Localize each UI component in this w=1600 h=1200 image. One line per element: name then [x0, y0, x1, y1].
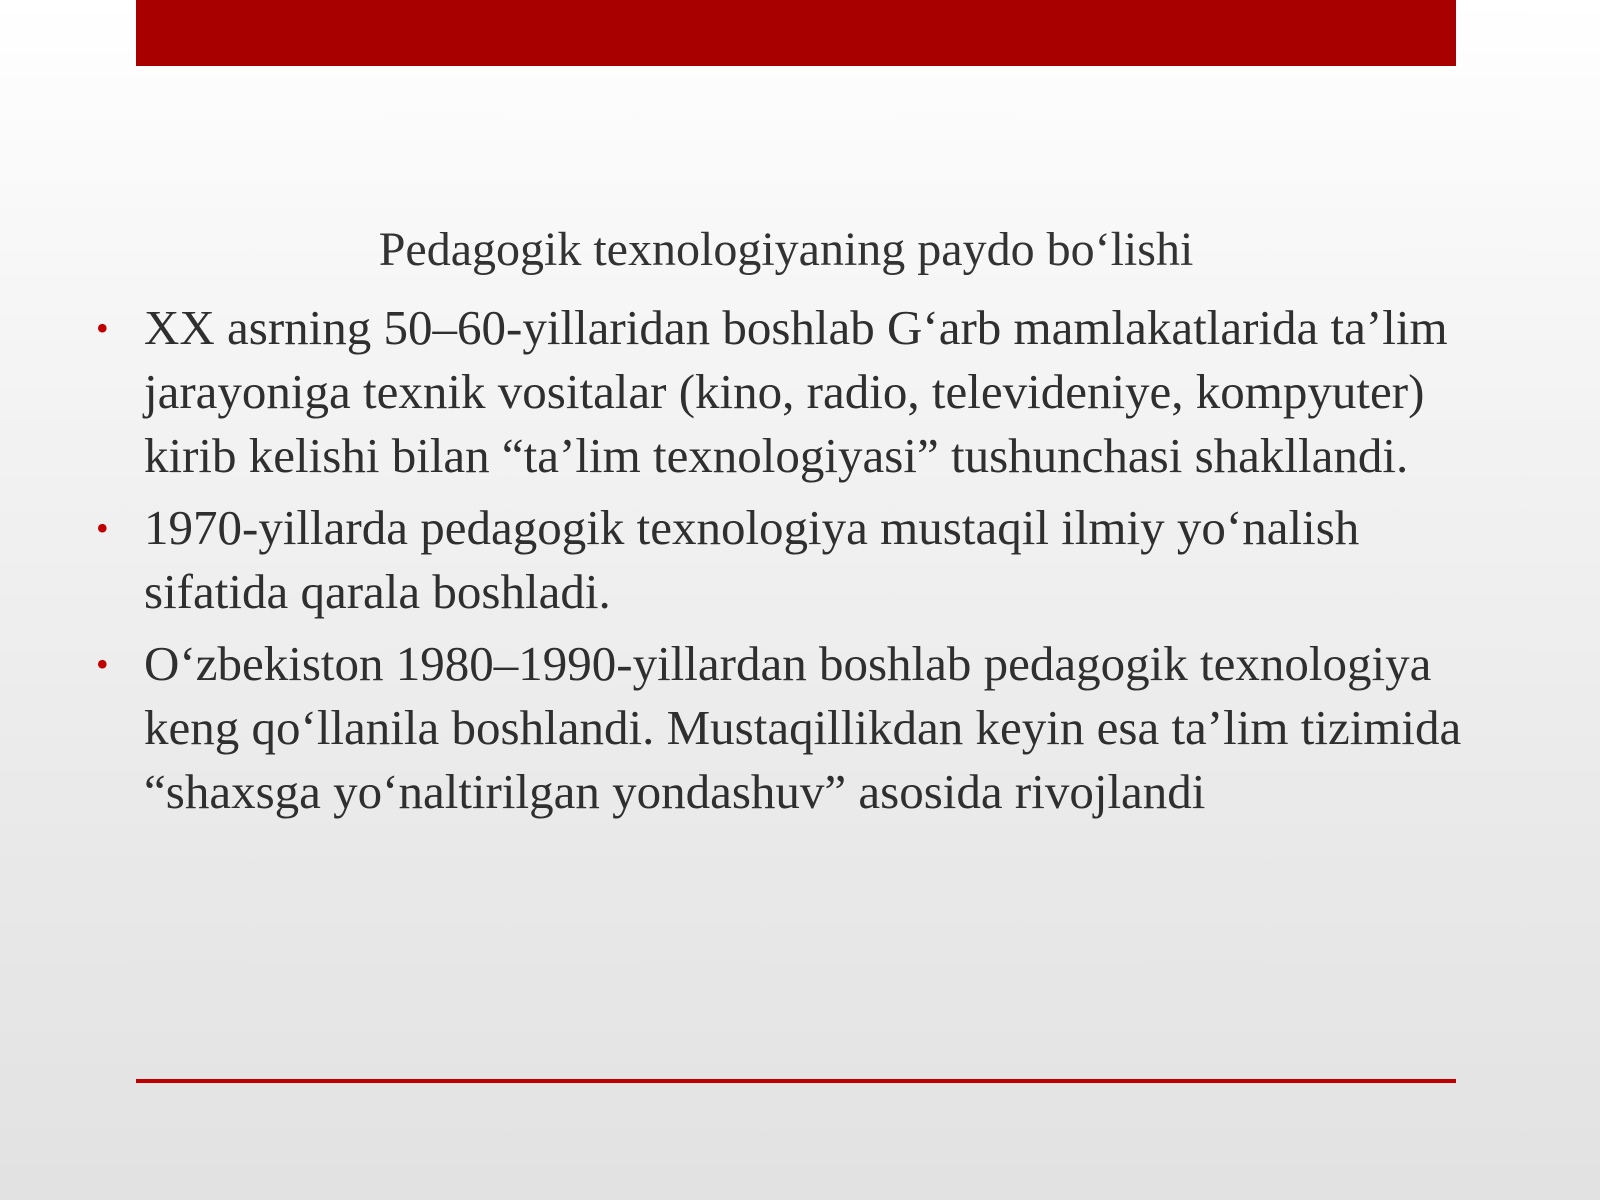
bullet-text: 1970-yillarda pedagogik texnologiya mustaqil ilmiy yo‘nalish sifatida qarala boshladi. — [144, 500, 1360, 619]
bullet-text: O‘zbekiston 1980–1990-yillardan boshlab pedagogik texnologiya keng qo‘llanila boshlandi. Mustaqillikdan keyin esa ta’lim tizimida “shaxsga yo‘naltirilgan yondashuv” asosida rivojlandi — [144, 636, 1462, 819]
bullet-dot-icon: • — [96, 644, 109, 684]
bullet-list — [96, 296, 1496, 832]
bullet-item-1 — [96, 296, 1496, 488]
top-accent-band — [136, 0, 1456, 66]
slide-title: Pedagogik texnologiyaning paydo bo‘lishi — [378, 223, 1194, 276]
bullet-item-3 — [96, 632, 1496, 824]
bullet-dot-icon: • — [96, 508, 109, 548]
bullet-text: XX asrning 50–60-yillaridan boshlab G‘arb mamlakatlarida ta’lim jarayoniga texnik vositalar (kino, radio, televideniye, kompyuter) kirib kelishi bilan “ta’lim texnologiyasi” tushunchasi shakllandi. — [144, 300, 1448, 483]
bottom-divider — [136, 1079, 1456, 1083]
bullet-dot-icon: • — [96, 308, 109, 348]
bullet-item-2 — [96, 496, 1496, 624]
